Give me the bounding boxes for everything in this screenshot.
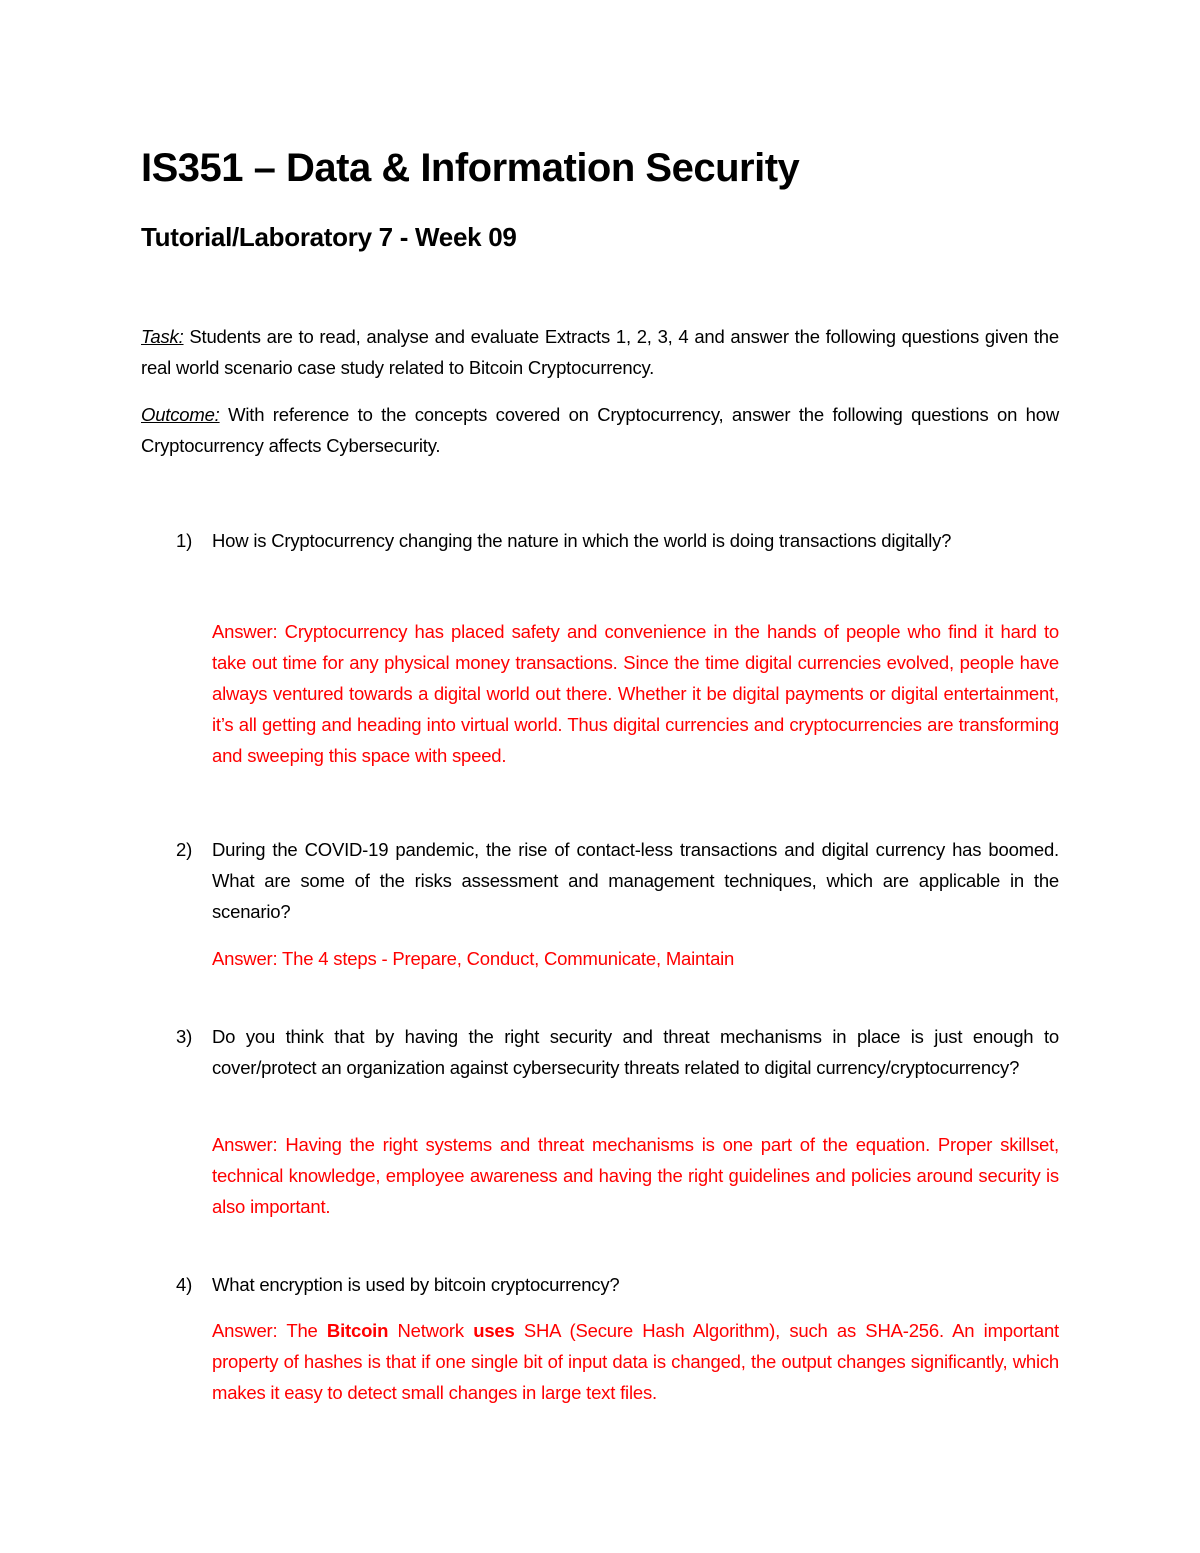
answer-text: Network: [388, 1320, 474, 1341]
answer-bold-text: uses: [473, 1320, 515, 1341]
question-2: [176, 834, 1059, 927]
question-4: [176, 1269, 1059, 1300]
answer-1: Answer: Cryptocurrency has placed safety and convenience in the hands of people who find it hard to take out time for any physical money transactions. Since the time digital currencies evolved, people have always ventured towards a digital world out there. Whether it be digital payments or digital entertainment, it’s all getting and heading into virtual world. Thus digital currencies and cryptocurrencies are transforming and sweeping this space with speed.: [212, 621, 1059, 766]
question-text: What encryption is used by bitcoin cryptocurrency?: [212, 1274, 620, 1295]
question-number: 2): [176, 839, 193, 860]
question-number: 4): [176, 1274, 193, 1295]
task-paragraph: [141, 321, 1059, 383]
question-3: [176, 1021, 1059, 1083]
outcome-label: Outcome:: [141, 404, 220, 425]
question-number: 1): [176, 530, 193, 551]
task-label: Task:: [141, 326, 184, 347]
outcome-text: With reference to the concepts covered on Cryptocurrency, answer the following questions on how Cryptocurrency affects Cybersecurity.: [141, 404, 1059, 456]
task-text: Students are to read, analyse and evaluate Extracts 1, 2, 3, 4 and answer the following questions given the real world scenario case study related to Bitcoin Cryptocurrency.: [141, 326, 1059, 378]
question-text: During the COVID-19 pandemic, the rise of contact-less transactions and digital currency has boomed. What are some of the risks assessment and management techniques, which are applicable in the scenario?: [212, 839, 1059, 922]
question-1: [176, 525, 1059, 556]
answer-bold-text: Bitcoin: [326, 1320, 389, 1341]
answer-text: SHA (Secure Hash Algorithm), such as SHA-256. An important property of hashes is that if one single bit of input data is changed, the output changes significantly, which makes it easy to detect small changes in large text files.: [212, 1320, 1059, 1403]
question-text: Do you think that by having the right security and threat mechanisms in place is just enough to cover/protect an organization against cybersecurity threats related to digital currency/cryptocurrency?: [212, 1026, 1059, 1078]
answer-4: [212, 1315, 1059, 1408]
document-title: IS351 – Data & Information Security: [141, 146, 800, 190]
question-number: 3): [176, 1026, 193, 1047]
question-text: How is Cryptocurrency changing the nature in which the world is doing transactions digitally?: [212, 530, 952, 551]
answer-text: Answer: The: [212, 1320, 327, 1341]
outcome-paragraph: [141, 399, 1059, 461]
answer-3: Answer: Having the right systems and threat mechanisms is one part of the equation. Proper skillset, technical knowledge, employee awareness and having the right guidelines and policies around security is also important.: [212, 1134, 1059, 1217]
document-subtitle: Tutorial/Laboratory 7 - Week 09: [141, 222, 517, 252]
answer-2: Answer: The 4 steps - Prepare, Conduct, Communicate, Maintain: [212, 948, 735, 969]
